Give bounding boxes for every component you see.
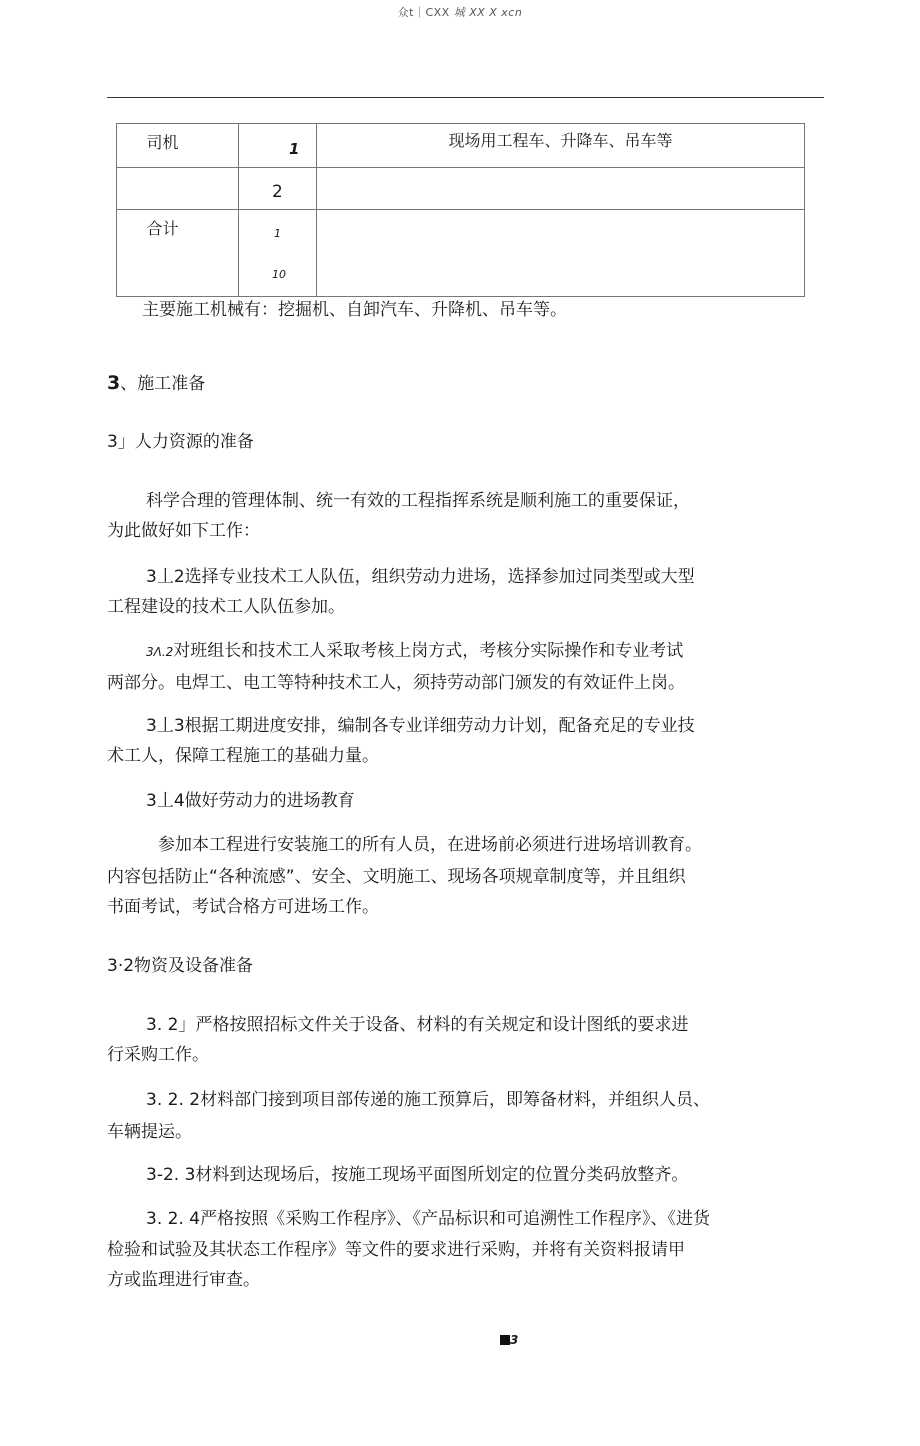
- paragraph-line: 检验和试验及其状态工作程序》等文件的要求进行采购，并将有关资料报请甲: [107, 1240, 685, 1260]
- paragraph-line: 3丄2选择专业技术工人队伍，组织劳动力进场，选择参加过同类型或大型: [146, 567, 695, 587]
- section-3-title: 、施工准备: [120, 374, 206, 394]
- count-cell: [239, 124, 317, 168]
- paragraph-line: 方或监理进行审查。: [107, 1270, 260, 1290]
- role-cell: 司机: [117, 124, 239, 168]
- table-row: [117, 210, 805, 297]
- paragraph-line: 3. 2. 4严格按照《采购工作程序》、《产品标识和可追溯性工作程序》、《进货: [146, 1209, 711, 1229]
- page-number: [500, 1333, 518, 1347]
- table-row: [117, 168, 805, 210]
- paragraph-line: 科学合理的管理体制、统一有效的工程指挥系统是顺利施工的重要保证，: [146, 491, 690, 511]
- machinery-line: 主要施工机械有：挖掘机、自卸汽车、升降机、吊车等。: [142, 300, 567, 320]
- paragraph-line: 术工人，保障工程施工的基础力量。: [107, 746, 379, 766]
- role-cell: [117, 168, 239, 210]
- section-3-number: 3: [107, 372, 121, 394]
- paragraph-line: 3丄4做好劳动力的进场教育: [146, 791, 355, 811]
- section-3-1-heading: 3」人力资源的准备: [107, 432, 254, 452]
- count-value-b: 10: [272, 268, 286, 281]
- paragraph-line: 参加本工程进行安装施工的所有人员，在进场前必须进行进场培训教育。: [158, 835, 702, 855]
- paragraph-line: 两部分。电焊工、电工等特种技术工人，须持劳动部门颁发的有效证件上岗。: [107, 673, 685, 693]
- paragraph-line: 3. 2」严格按照招标文件关于设备、材料的有关规定和设计图纸的要求进: [146, 1015, 689, 1035]
- paragraph-line: 内容包括防止“各种流感”、安全、文明施工、现场各项规章制度等，并且组织: [107, 867, 686, 887]
- paragraph-line: 为此做好如下工作：: [107, 521, 260, 541]
- count-value: 1: [289, 140, 300, 158]
- paragraph-line: 行采购工作。: [107, 1045, 209, 1065]
- paragraph-line: 工程建设的技术工人队伍参加。: [107, 597, 345, 617]
- count-cell: [239, 168, 317, 210]
- count-cell: [239, 210, 317, 297]
- desc-cell: [317, 168, 805, 210]
- table-row: [117, 124, 805, 168]
- desc-cell: [317, 210, 805, 297]
- paragraph-line: 3丄3根据工期进度安排，编制各专业详细劳动力计划，配备充足的专业技: [146, 716, 695, 736]
- header-text-b: 城 XX X xcn: [453, 6, 523, 19]
- page-marker-icon: [500, 1335, 510, 1345]
- paragraph-line: 3. 2. 2材料部门接到项目部传递的施工预算后，即筹备材料，并组织人员、: [146, 1090, 711, 1110]
- clause-text: 对班组长和技术工人采取考核上岗方式，考核分实际操作和专业考试: [173, 641, 684, 661]
- paragraph-line: [146, 636, 683, 667]
- count-value-a: 1: [274, 227, 281, 240]
- role-cell: 合计: [117, 210, 239, 297]
- staff-table: [116, 123, 805, 297]
- page-number-value: 3: [510, 1333, 519, 1347]
- page-header: [0, 4, 920, 20]
- count-value: 2: [272, 182, 283, 202]
- header-text-a: 众t｜CXX: [397, 6, 454, 19]
- clause-number: 3Λ.2: [146, 645, 174, 659]
- section-3-heading: [107, 368, 205, 399]
- header-rule: [107, 97, 824, 98]
- paragraph-line: 书面考试，考试合格方可进场工作。: [107, 897, 379, 917]
- section-3-2-heading: 3·2物资及设备准备: [107, 956, 254, 976]
- paragraph-line: 3-2. 3材料到达现场后，按施工现场平面图所划定的位置分类码放整齐。: [146, 1165, 689, 1185]
- desc-cell: 现场用工程车、升降车、吊车等: [317, 124, 805, 168]
- paragraph-line: 车辆提运。: [107, 1122, 192, 1142]
